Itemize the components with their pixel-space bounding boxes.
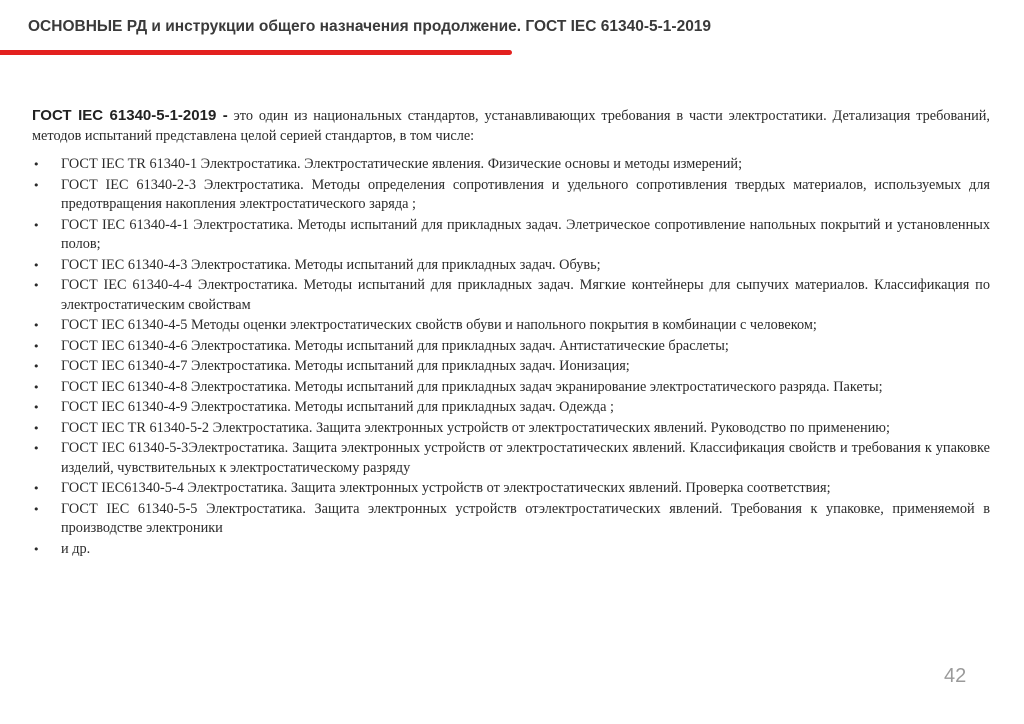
intro-lead: ГОСТ IEC 61340-5-1-2019 - (32, 107, 228, 124)
list-item (32, 500, 990, 539)
list-item (32, 176, 990, 215)
list-item (32, 256, 990, 276)
bullet: • (33, 158, 40, 171)
list-item-text: ГОСТ IEC 61340-5-5 Электростатика. Защита электронных устройств отэлектростатических явлений. Требования к упаковке, применяемой в производстве электроники (61, 500, 990, 536)
title-underline (0, 50, 512, 55)
bullet: • (33, 279, 40, 292)
bullet: • (33, 401, 40, 414)
list-item-text: и др. (61, 540, 91, 557)
bullet: • (33, 482, 40, 495)
list-item-text: ГОСТ IEC 61340-4-9 Электростатика. Методы испытаний для прикладных задач. Одежда ; (61, 399, 614, 415)
list-item (32, 337, 990, 357)
list-item (32, 357, 990, 377)
list-item (32, 439, 990, 478)
list-item-text: ГОСТ IEC 61340-5-3Электростатика. Защита электронных устройств от электростатических явлений. Классификация свойств и требования к упаковке изделий, чувствительных к электростатическому разряду (61, 440, 990, 476)
bullet: • (33, 502, 40, 516)
bullet: • (33, 360, 40, 373)
list-item-text: ГОСТ IEC TR 61340-5-2 Электростатика. Защита электронных устройств от электростатических явлений. Руководство по применению; (61, 419, 890, 436)
list-item (32, 155, 990, 175)
bullet: • (33, 258, 40, 272)
slide-content (32, 106, 990, 560)
list-item (32, 378, 990, 398)
page-number: 42 (944, 665, 967, 687)
list-item (32, 419, 990, 439)
list-item-text: ГОСТ IEC 61340-4-5 Методы оценки электростатических свойств обуви и напольного покрытия в комбинации с человеком; (61, 317, 817, 333)
list-item (32, 216, 990, 255)
list-item (32, 316, 990, 336)
list-item-text: ГОСТ IEC 61340-4-7 Электростатика. Методы испытаний для прикладных задач. Ионизация; (61, 358, 630, 374)
intro-text: это один из национальных стандартов, устанавливающих требования в части электростатики. Детализация требований, методов испытаний представлена целой серией стандартов, в том числе: (32, 108, 990, 144)
list-item (32, 276, 990, 315)
bullet: • (33, 319, 40, 332)
bullet: • (33, 380, 40, 394)
bullet: • (33, 542, 40, 556)
bullet: • (33, 339, 40, 353)
list-item-text: ГОСТ IEC 61340-4-8 Электростатика. Методы испытаний для прикладных задач экранирование электростатического разряда. Пакеты; (61, 378, 883, 395)
slide-title: ОСНОВНЫЕ РД и инструкции общего назначения продолжение. ГОСТ IEC 61340-5-1-2019 (28, 18, 712, 35)
list-item-text: ГОСТ IEC 61340-4-6 Электростатика. Методы испытаний для прикладных задач. Антистатические браслеты; (61, 337, 729, 354)
list-item-text: ГОСТ IEC 61340-4-1 Электростатика. Методы испытаний для прикладных задач. Элетрическое сопротивление напольных покрытий и установленных полов; (61, 216, 990, 252)
list-item-text: ГОСТ IEC 61340-4-4 Электростатика. Методы испытаний для прикладных задач. Мягкие контейнеры для сыпучих материалов. Классификация по электростатическим свойствам (61, 277, 990, 313)
bullet: • (33, 421, 40, 435)
standards-list (32, 155, 990, 559)
list-item (32, 540, 990, 560)
list-item-text: ГОСТ IEC TR 61340-1 Электростатика. Электростатические явления. Физические основы и методы измерений; (61, 156, 743, 172)
list-item-text: ГОСТ IEC 61340-2-3 Электростатика. Методы определения сопротивления и удельного сопротивления твердых материалов, используемых для предотвращения накопления электростатического заряда ; (61, 176, 990, 212)
list-item-text: ГОСТ IEC 61340-4-3 Электростатика. Методы испытаний для прикладных задач. Обувь; (61, 256, 601, 273)
bullet: • (33, 442, 40, 455)
bullet: • (33, 218, 40, 232)
list-item (32, 479, 990, 499)
bullet: • (33, 178, 40, 192)
list-item-text: ГОСТ IEC61340-5-4 Электростатика. Защита электронных устройств от электростатических явлений. Проверка соответствия; (61, 480, 831, 496)
intro-paragraph (32, 106, 990, 146)
list-item (32, 398, 990, 418)
